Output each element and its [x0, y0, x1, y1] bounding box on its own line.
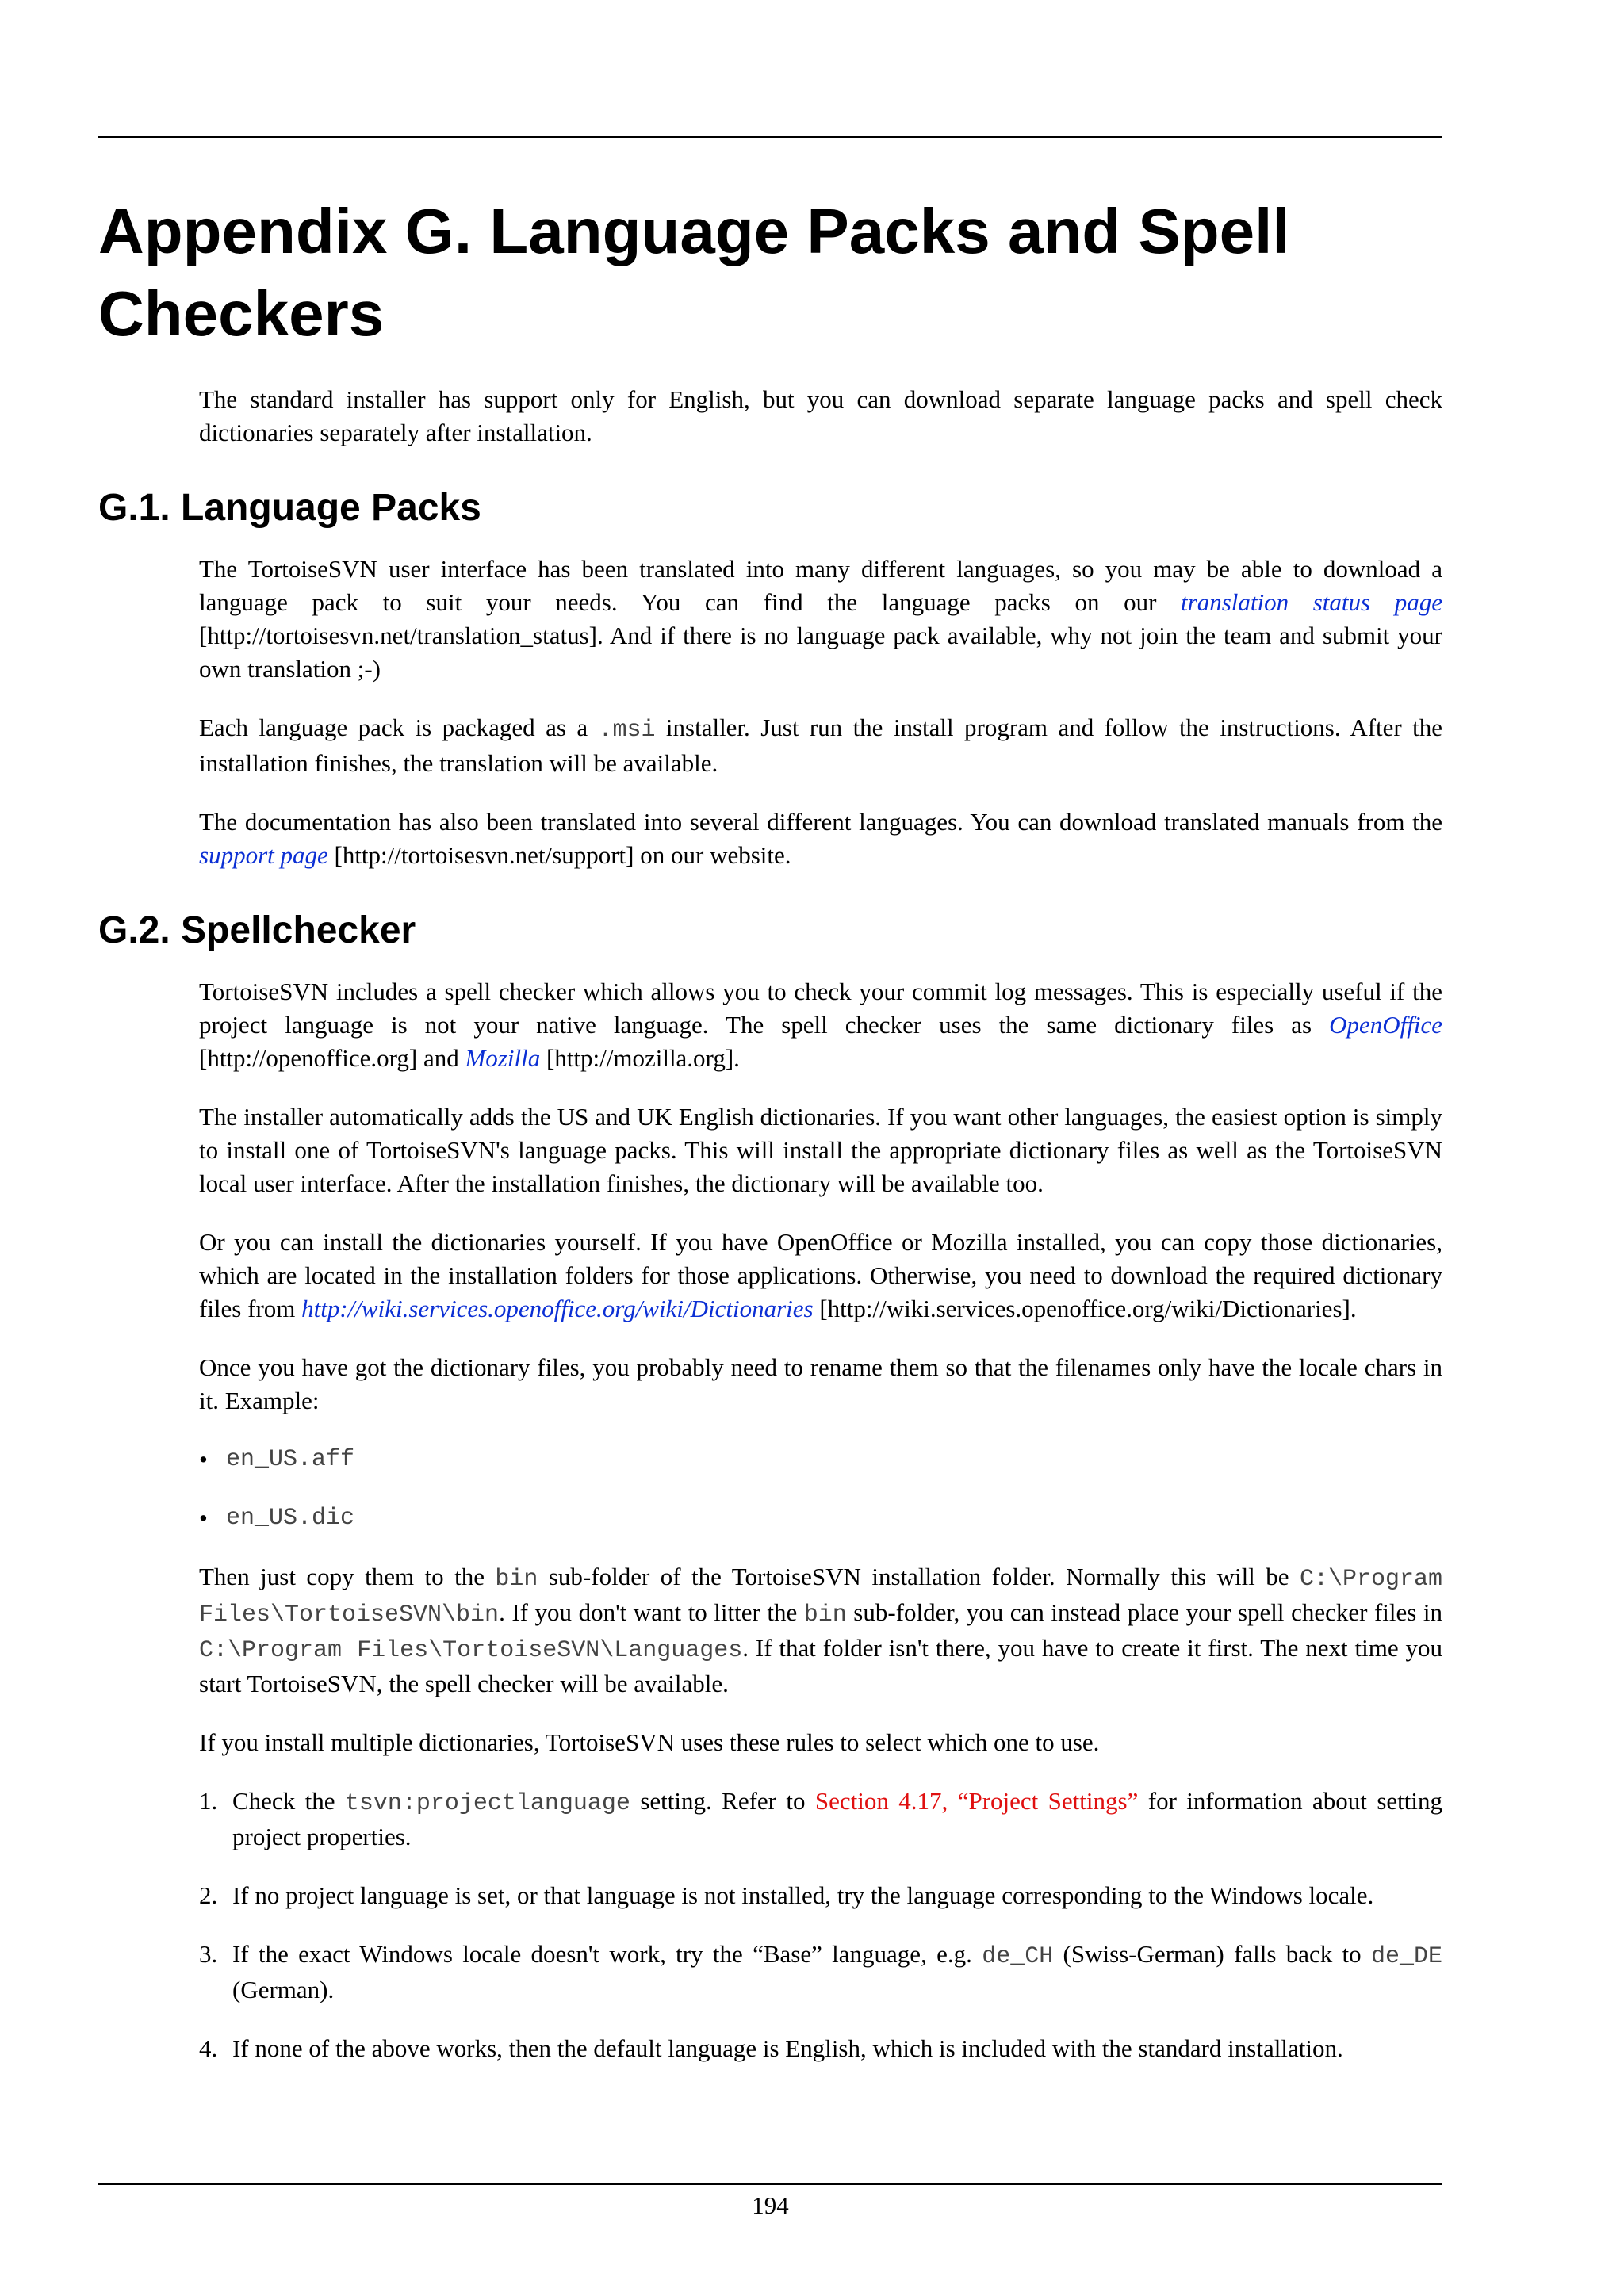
translation-status-link[interactable]: translation status page — [1181, 588, 1442, 616]
page-content — [98, 383, 1442, 2091]
language-packs-paragraph-1: The TortoiseSVN user interface has been translated into many different languages, so you may be able to download a language pack to suit your needs. You can find the language packs on our translation status page [http://tortoisesvn.net/translation_status]. And if there is no language pack available, why not join the team and submit your own translation ;-) — [199, 555, 1442, 683]
dictionaries-link[interactable]: http://wiki.services.openoffice.org/wiki/Dictionaries — [301, 1295, 814, 1322]
list-item: 1. Check the tsvn:projectlanguage setting. Refer to Section 4.17, “Project Settings” for information about setting project properties. — [199, 1787, 1442, 1850]
spellchecker-paragraph-1: TortoiseSVN includes a spell checker which allows you to check your commit log messages. This is especially useful if the project language is not your native language. The spell checker uses the same dictionary files as OpenOffice [http://openoffice.org] and Mozilla [http://mozilla.org]. — [199, 978, 1442, 1072]
top-rule — [98, 136, 1442, 138]
section-heading-language-packs: G.1. Language Packs — [98, 487, 481, 529]
list-item — [199, 1443, 1442, 1476]
list-item: 3. If the exact Windows locale doesn't work, try the “Base” language, e.g. de_CH (Swiss-German) falls back to de_DE (German). — [199, 1940, 1442, 2003]
spellchecker-paragraph-6: If you install multiple dictionaries, TortoiseSVN uses these rules to select which one to use. — [199, 1728, 1100, 1756]
project-settings-xref-link[interactable]: Section 4.17, “Project Settings” — [814, 1787, 1139, 1815]
page-title: Appendix G. Language Packs and Spell Checkers — [98, 196, 1290, 349]
section-heading-spellchecker: G.2. Spellchecker — [98, 909, 416, 951]
dictionary-file-list — [199, 1443, 1442, 1535]
mozilla-link[interactable]: Mozilla — [465, 1044, 541, 1072]
bullet-marker: • — [199, 1445, 208, 1473]
spellchecker-paragraph-4: Once you have got the dictionary files, you probably need to rename them so that the filenames only have the locale chars in it. Example: — [199, 1353, 1442, 1414]
list-item: 2. If no project language is set, or that language is not installed, try the language corresponding to the Windows locale. — [199, 1881, 1374, 1909]
list-item — [199, 1502, 1442, 1535]
list-item: 4. If none of the above works, then the default language is English, which is included with the standard installation. — [199, 2034, 1343, 2062]
bottom-rule — [98, 2183, 1442, 2185]
spellchecker-paragraph-5: Then just copy them to the bin sub-folder of the TortoiseSVN installation folder. Normally this will be C:\Program Files\TortoiseSVN\bin. If you don't want to litter the bin sub-folder, you can instead place your spell checker files in C:\Program Files\TortoiseSVN\Languages. If that folder isn't there, you have to create it first. The next time you start TortoiseSVN, the spell checker will be available. — [199, 1563, 1442, 1697]
support-page-link[interactable]: support page — [199, 841, 328, 869]
file-name: en_US.aff — [226, 1446, 355, 1473]
msi-code: .msi — [598, 717, 656, 744]
file-name: en_US.dic — [226, 1505, 355, 1532]
intro-paragraph: The standard installer has support only for English, but you can download separate language packs and spell check dictionaries separately after installation. — [199, 385, 1442, 446]
language-packs-paragraph-3: The documentation has also been translated into several different languages. You can download translated manuals from the support page [http://tortoisesvn.net/support] on our website. — [199, 808, 1442, 869]
spellchecker-paragraph-3: Or you can install the dictionaries yourself. If you have OpenOffice or Mozilla installed, you can copy those dictionaries, which are located in the installation folders for those applications. Otherwise, you need to download the required dictionary files from http://wiki.services.openoffice.org/wiki/Dictionaries [http://wiki.services.openoffice.org/wiki/Dictionaries]. — [199, 1228, 1442, 1322]
language-packs-paragraph-2: Each language pack is packaged as a .msi installer. Just run the install program and follow the instructions. After the installation finishes, the translation will be available. — [199, 714, 1442, 777]
openoffice-link[interactable]: OpenOffice — [1329, 1011, 1442, 1039]
page-number: 194 — [752, 2191, 789, 2219]
spellchecker-paragraph-2: The installer automatically adds the US and UK English dictionaries. If you want other languages, the easiest option is simply to install one of TortoiseSVN's language packs. This will install the appropriate dictionary files as well as the TortoiseSVN local user interface. After the installation finishes, the dictionary will be available too. — [199, 1103, 1442, 1197]
bullet-marker: • — [199, 1504, 208, 1532]
dictionary-selection-rules — [199, 1785, 1442, 2065]
